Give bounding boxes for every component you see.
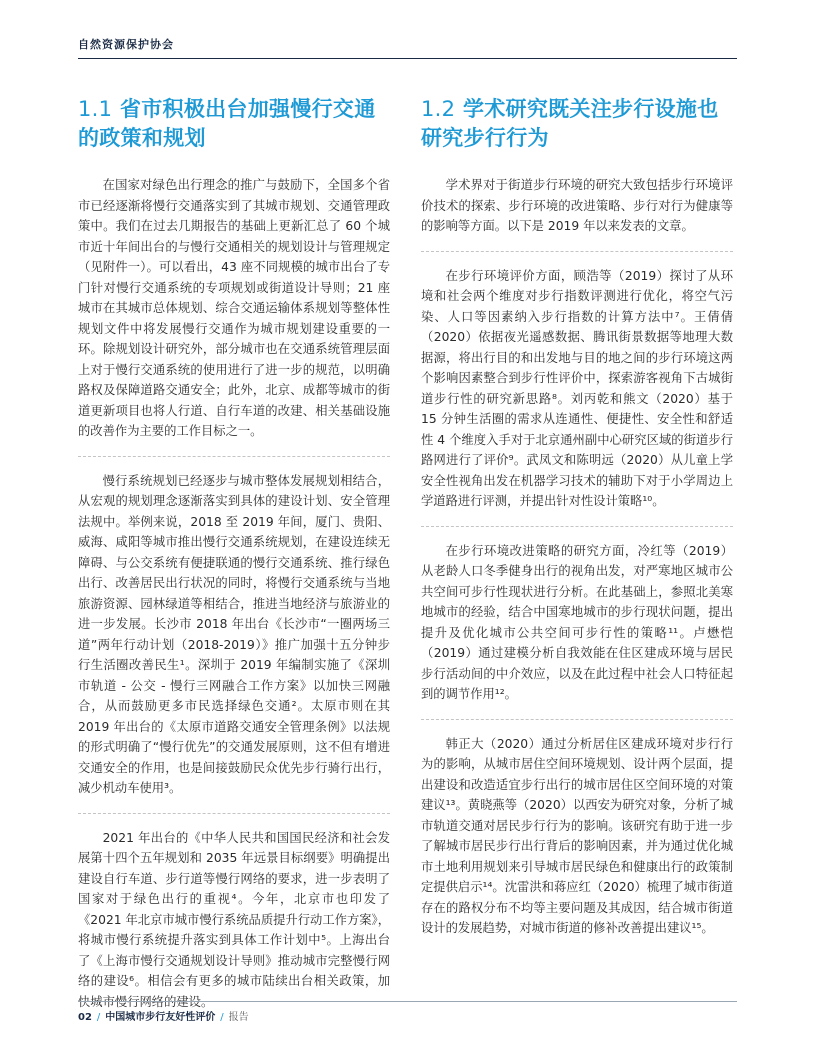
- page-number: 02: [78, 1012, 92, 1023]
- report-section: 报告: [228, 1012, 249, 1023]
- section-heading-1-1: [78, 95, 390, 153]
- section-title: 学术研究既关注步行设施也研究步行行为: [421, 97, 719, 150]
- section-number: 1.2: [421, 97, 456, 121]
- paragraph-divider: [421, 251, 733, 252]
- paragraph: 慢行系统规划已经逐步与城市整体发展规划相结合，从宏观的规划理念逐渐落实到具体的建设计划、安全管理法规中。举例来说，2018 至 2019 年间，厦门、贵阳、威海、咸阳等城市推出慢行交通系统规划，在建设连续无障碍、与公交系统有便捷联通的慢行交通系统、推行绿色出行、改善居民出行状况的同时，将慢行交通系统与当地旅游资源、园林绿道等相结合，推进当地经济与旅游业的进一步发展。长沙市 2018 年出台《长沙市“一圈两场三道”两年行动计划（2018-2019）》推广加强十五分钟步行生活圈改善民生¹。深圳于 2019 年编制实施了《深圳市轨道 - 公交 - 慢行三网融合工作方案》以加快三网融合，从而鼓励更多市民选择绿色交通²。太原市则在其 2019 年出台的《太原市道路交通安全管理条例》以法规的形式明确了“慢行优先”的交通发展原则，这不但有增进交通安全的作用，也是间接鼓励民众优先步行骑行出行，减少机动车使用³。: [78, 473, 390, 795]
- footer-separator: /: [220, 1012, 224, 1023]
- report-title: 中国城市步行友好性评价: [105, 1012, 216, 1023]
- header-org: 自然资源保护协会: [78, 38, 174, 51]
- paragraph: 2021 年出台的《中华人民共和国国民经济和社会发展第十四个五年规划和 2035 年远景目标纲要》明确提出建设自行车道、步行道等慢行网络的要求，进一步表明了国家对于绿色出行的重视⁴。今年，北京市也印发了《2021 年北京市城市慢行系统品质提升行动工作方案》，将城市慢行系统提升落实到具体工作计划中⁵。上海出台了《上海市慢行交通规划设计导则》推动城市完整慢行网络的建设⁶。相信会有更多的城市陆续出台相关政策，加快城市慢行网络的建设。: [78, 830, 390, 1009]
- footer-separator: /: [96, 1012, 101, 1023]
- footer: [78, 1008, 249, 1023]
- paragraph: 韩正大（2020）通过分析居住区建成环境对步行行为的影响，从城市居住空间环境规划、设计两个层面，提出建设和改造适宜步行出行的城市居住区空间环境的对策建议¹³。黄晓燕等（2020）以西安为研究对象，分析了城市轨道交通对居民步行行为的影响。该研究有助于进一步了解城市居民步行出行背后的影响因素，并为通过优化城市土地利用规划来引导城市居民绿色和健康出行的政策制定提供启示¹⁴。沈雷洪和蒋应红（2020）梳理了城市街道存在的路权分布不均等主要问题及其成因，结合城市街道设计的发展趋势，对城市街道的修补改善提出建议¹⁵。: [421, 736, 733, 935]
- paragraph-divider: [78, 813, 390, 814]
- footer-divider: [78, 1001, 737, 1002]
- paragraph: 在国家对绿色出行理念的推广与鼓励下，全国多个省市已经逐渐将慢行交通落实到了其城市规划、交通管理政策中。我们在过去几期报告的基础上更新汇总了 60 个城市近十年间出台的与慢行交通相关的规划设计与管理规定（见附件一）。可以看出，43 座不同规模的城市出台了专门针对慢行交通系统的专项规划或街道设计导则；21 座城市在其城市总体规划、综合交通运输体系规划等整体性规划文件中将发展慢行交通作为城市规划建设重要的一环。除规划设计研究外，部分城市也在交通系统管理层面上对于慢行交通系统的使用进行了进一步的规范，以明确路权及保障道路交通安全；此外，北京、成都等城市的街道更新项目也将人行道、自行车道的改建、相关基础设施的改善作为主要的工作目标之一。: [78, 178, 390, 438]
- paragraph: 学术界对于街道步行环境的研究大致包括步行环境评价技术的探索、步行环境的改进策略、步行对行为健康等的影响等方面。以下是 2019 年以来发表的文章。: [421, 178, 733, 233]
- section-number: 1.1: [78, 97, 113, 121]
- header-divider: [78, 58, 737, 59]
- paragraph-divider: [78, 456, 390, 457]
- paragraph: 在步行环境改进策略的研究方面，冷红等（2019）从老龄人口冬季健身出行的视角出发，对严寒地区城市公共空间可步行性现状进行分析。在此基础上，参照北美寒地城市的经验，结合中国寒地城市的步行现状问题，提出提升及优化城市公共空间可步行性的策略¹¹。卢懋恺（2019）通过建模分析自我效能在住区建成环境与居民步行活动间的中介效应，以及在此过程中社会人口特征起到的调节作用¹²。: [421, 543, 733, 701]
- right-column: [421, 95, 733, 953]
- paragraph: 在步行环境评价方面，顾浩等（2019）探讨了从环境和社会两个维度对步行指数评测进行优化，将空气污染、人口等因素纳入步行指数的计算方法中⁷。王倩倩（2020）依据夜光遥感数据、腾讯街景数据等地理大数据源，将出行目的和出发地与目的地之间的步行环境这两个影响因素整合到步行性评价中，探索游客视角下古城街道步行性的研究新思路⁸。刘丙乾和熊文（2020）基于 15 分钟生活圈的需求从连通性、便捷性、安全性和舒适性 4 个维度入手对于北京通州副中心研究区域的街道步行路网进行了评价⁹。武凤文和陈明远（2020）从儿童上学安全性视角出发在机器学习技术的辅助下对于小学周边上学道路进行评测，并提出针对性设计策略¹⁰。: [421, 268, 733, 508]
- section-heading-1-2: [421, 95, 733, 153]
- section-title: 省市积极出台加强慢行交通的政策和规划: [78, 97, 376, 150]
- paragraph-divider: [421, 719, 733, 720]
- left-column: [78, 95, 390, 1026]
- paragraph-divider: [421, 526, 733, 527]
